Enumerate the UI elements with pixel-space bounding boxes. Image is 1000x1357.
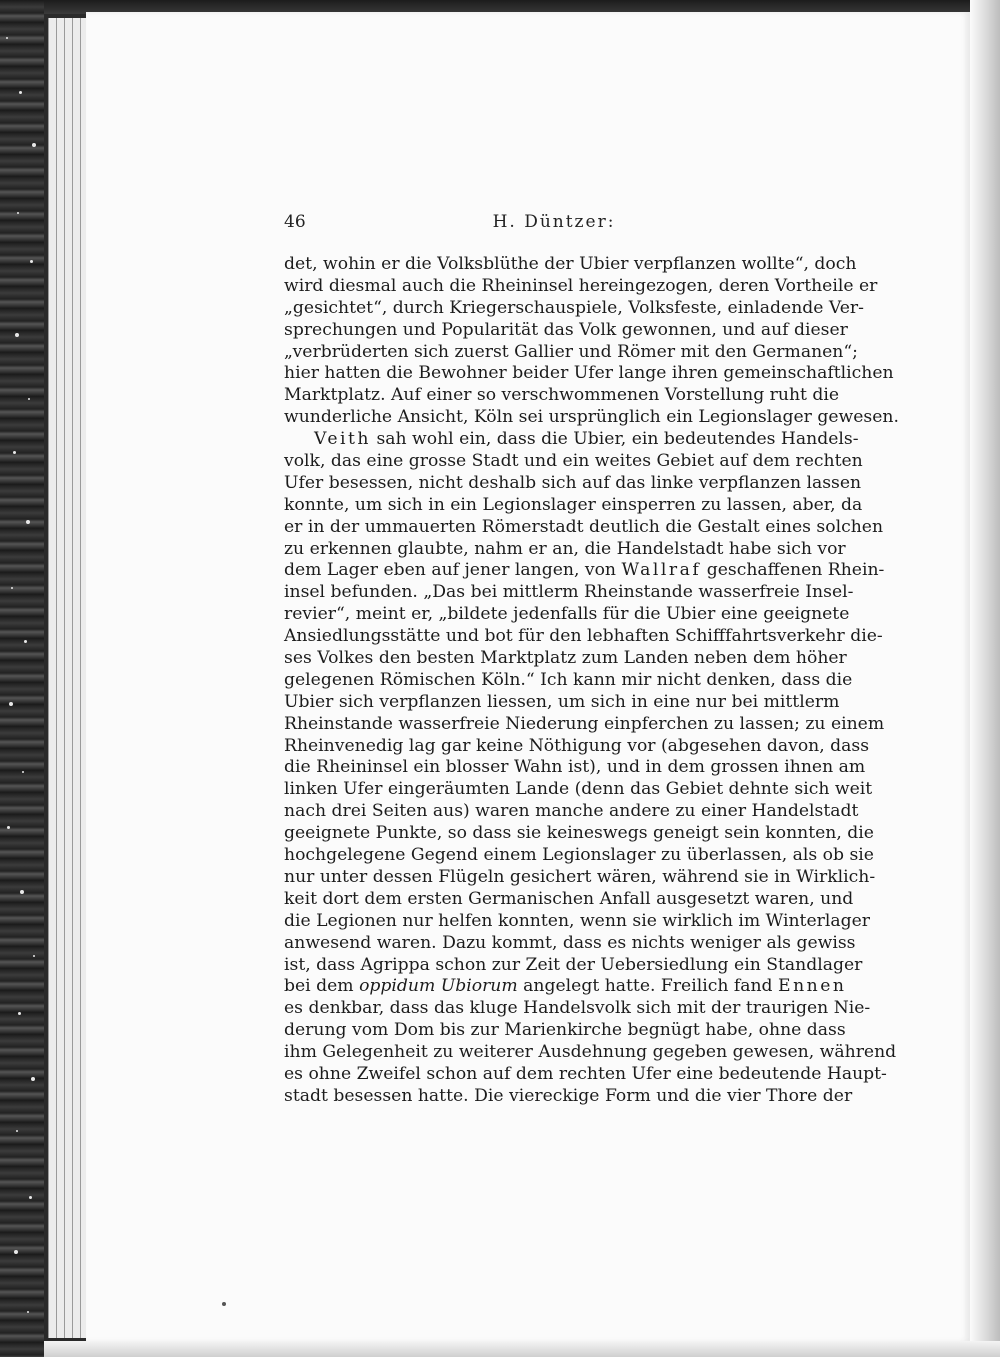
text-line: stadt besessen hatte. Die viereckige Form und die vier Thore der (284, 1085, 853, 1106)
text-line: die Rheininsel ein blosser Wahn ist), und in dem grossen ihnen am (284, 757, 866, 778)
binding-speck (6, 37, 8, 39)
text-line (284, 429, 859, 451)
text-line: Ufer besessen, nicht deshalb sich auf das linke verpflanzen lassen (284, 472, 862, 493)
text-line: det, wohin er die Volksblüthe der Ubier verpflanzen wollte“, doch (284, 254, 857, 274)
page-right-edge (970, 0, 1000, 1357)
text-line: ist, dass Agrippa schon zur Zeit der Uebersiedlung ein Standlager (284, 954, 863, 975)
binding-speck (32, 143, 36, 147)
binding-speck (18, 1012, 21, 1015)
text-line: linken Ufer eingeräumten Lande (denn das Gebiet dehnte sich weit (284, 779, 873, 800)
binding-speck (28, 398, 30, 400)
text-line: zu erkennen glaubte, nahm er an, die Handelstadt habe sich vor (284, 538, 846, 559)
page-header (284, 212, 824, 238)
text-line: wird diesmal auch die Rheininsel hereingezogen, deren Vortheile er (284, 275, 878, 296)
binding-speck (30, 260, 33, 263)
text-line: hochgelegene Gegend einem Legionslager zu überlassen, als ob sie (284, 845, 874, 866)
binding-speck (31, 1077, 35, 1081)
text-line: nach drei Seiten aus) waren manche andere zu einer Handelstadt (284, 801, 859, 822)
latin-term: oppidum Ubiorum (359, 976, 518, 997)
binding-speck (20, 890, 24, 894)
ink-speck (222, 1302, 226, 1306)
text-fragment: angelegt hatte. Freilich fand (523, 976, 773, 997)
text-line (284, 560, 885, 582)
text-line: ses Volkes den besten Marktplatz zum Landen neben dem höher (284, 648, 847, 669)
binding-speck (29, 1196, 32, 1199)
text-fragment: geschaffenen Rhein- (706, 560, 885, 581)
binding-speck (15, 333, 19, 337)
text-line: revier“, meint er, „bildete jedenfalls für die Ubier eine geeignete (284, 604, 850, 625)
text-line: es ohne Zweifel schon auf dem rechten Ufer eine bedeutende Haupt- (284, 1063, 887, 1084)
text-line: die Legionen nur helfen konnten, wenn sie wirklich im Winterlager (284, 910, 870, 931)
text-line: „verbrüderten sich zuerst Gallier und Römer mit den Germanen“; (284, 341, 858, 362)
text-line: „gesichtet“, durch Kriegerschauspiele, Volksfeste, einladende Ver- (284, 297, 864, 318)
page-number: 46 (284, 212, 306, 232)
text-line: hier hatten die Bewohner beider Ufer lange ihren gemeinschaftlichen (284, 363, 894, 384)
text-line: Ubier sich verpflanzen liessen, um sich in eine nur bei mittlerm (284, 691, 840, 712)
text-line: nur unter dessen Flügeln gesichert wären, während sie in Wirklich- (284, 866, 876, 887)
text-line: volk, das eine grosse Stadt und ein weites Gebiet auf dem rechten (284, 451, 863, 472)
page-bottom-edge (44, 1341, 1000, 1357)
text-line (284, 976, 847, 998)
binding-speck (19, 91, 22, 94)
binding-speck (33, 955, 35, 957)
author-name-veith: Veith (314, 429, 371, 450)
text-line: ihm Gelegenheit zu weiterer Ausdehnung gegeben gewesen, während (284, 1042, 897, 1063)
text-line: gelegenen Römischen Köln.“ Ich kann mir nicht denken, dass die (284, 669, 853, 690)
text-fragment: dem Lager eben auf jener langen, von (284, 560, 617, 581)
book-binding (0, 0, 44, 1357)
running-head: H. Düntzer: (492, 212, 616, 232)
text-line: derung vom Dom bis zur Marienkirche begnügt habe, ohne dass (284, 1020, 846, 1041)
text-line: konnte, um sich in ein Legionslager einsperren zu lassen, aber, da (284, 494, 863, 515)
binding-speck (27, 1311, 29, 1313)
author-name-ennen: Ennen (778, 976, 847, 997)
text-fragment: bei dem (284, 976, 354, 997)
text-line: Rheinstande wasserfreie Niederung einpferchen zu lassen; zu einem (284, 713, 885, 734)
text-line: geeignete Punkte, so dass sie keineswegs geneigt sein konnten, die (284, 823, 874, 844)
text-line: Rheinvenedig lag gar keine Nöthigung vor (abgesehen davon, dass (284, 735, 870, 756)
binding-speck (16, 1130, 18, 1132)
text-line: insel befunden. „Das bei mittlerm Rheinstande wasserfreie Insel- (284, 582, 854, 603)
text-line: er in der ummauerten Römerstadt deutlich die Gestalt eines solchen (284, 516, 884, 537)
body-text (284, 254, 899, 1108)
text-line: es denkbar, dass das kluge Handelsvolk sich mit der traurigen Nie- (284, 998, 871, 1019)
text-line: Ansiedlungsstätte und bot für den lebhaften Schifffahrtsverkehr die- (284, 626, 883, 647)
binding-speck (22, 771, 24, 773)
text-line: Marktplatz. Auf einer so verschwommenen Vorstellung ruht die (284, 385, 840, 406)
author-name-wallraf: Wallraf (621, 560, 702, 581)
text-line: wunderliche Ansicht, Köln sei ursprünglich ein Legionslager gewesen. (284, 407, 899, 428)
text-line: sprechungen und Popularität das Volk gewonnen, und auf dieser (284, 319, 848, 340)
binding-speck (11, 587, 13, 589)
binding-speck (14, 1250, 18, 1254)
binding-speck (24, 640, 27, 643)
binding-speck (26, 520, 30, 524)
text-fragment: sah wohl ein, dass die Ubier, ein bedeutendes Handels- (376, 429, 859, 450)
binding-speck (17, 212, 19, 214)
text-line: keit dort dem ersten Germanischen Anfall ausgesetzt waren, und (284, 888, 854, 909)
binding-speck (7, 826, 10, 829)
text-line: anwesend waren. Dazu kommt, dass es nichts weniger als gewiss (284, 932, 856, 953)
binding-speck (9, 702, 13, 706)
binding-speck (13, 451, 16, 454)
